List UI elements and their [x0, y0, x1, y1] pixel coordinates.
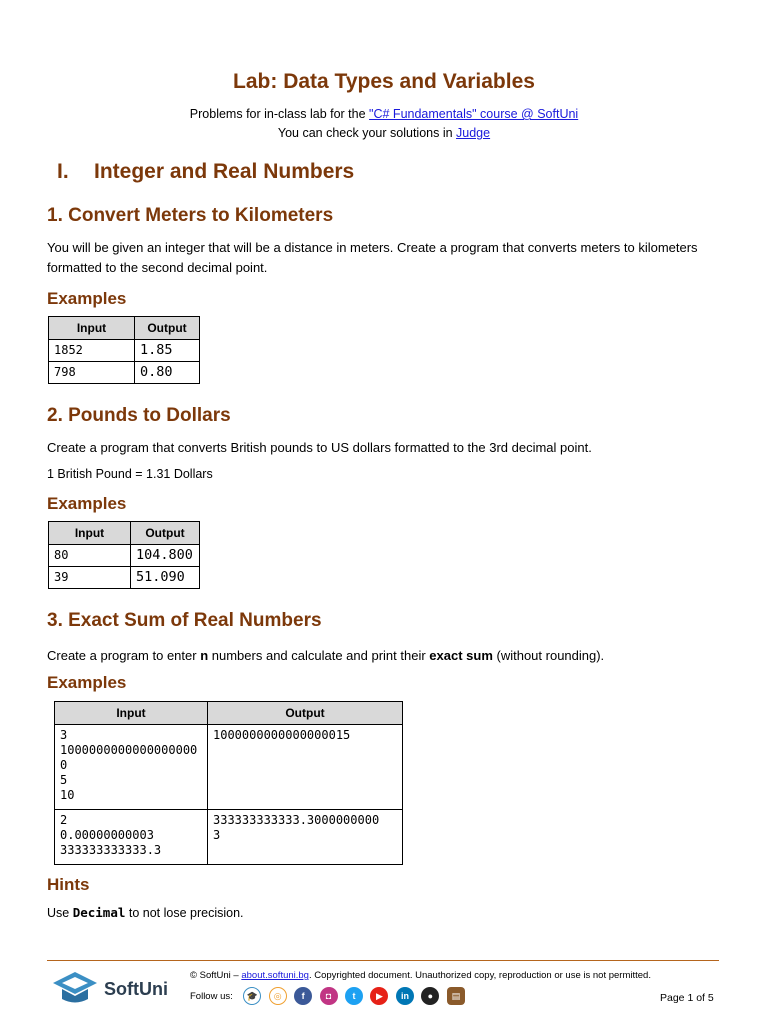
about-link[interactable]: about.softuni.bg: [241, 970, 309, 981]
blog-icon[interactable]: ▤: [447, 987, 465, 1005]
table-cell-output: 0.80: [135, 362, 200, 384]
table-header-output: Output: [135, 317, 200, 340]
table-header-output: Output: [208, 702, 403, 725]
table-row: [49, 567, 200, 589]
table-row: [49, 340, 200, 362]
softuni-foundation-icon[interactable]: ◎: [269, 987, 287, 1005]
follow-label: Follow us:: [190, 990, 233, 1002]
page-title: Lab: Data Types and Variables: [233, 70, 535, 93]
table-header-row: [55, 702, 403, 725]
table-row: [55, 810, 403, 865]
footer-divider: [47, 960, 719, 961]
hint-decimal-keyword: Decimal: [72, 905, 126, 920]
copyright-line: [190, 970, 720, 981]
table-cell-output: 51.090: [131, 567, 200, 589]
table-header-input: Input: [49, 317, 135, 340]
copyright-suffix: . Copyrighted document. Unauthorized copy, reproduction or use is not permitted.: [308, 970, 651, 981]
table-cell-input: 1852: [49, 340, 135, 362]
table-header-input: Input: [49, 522, 131, 545]
problem-1-title: 1. Convert Meters to Kilometers: [47, 205, 334, 226]
table-cell-output: 104.800: [131, 545, 200, 567]
facebook-icon[interactable]: f: [294, 987, 312, 1005]
judge-line: [0, 126, 768, 140]
problem-3-examples-heading: Examples: [47, 673, 127, 692]
judge-link[interactable]: Judge: [456, 126, 491, 140]
table-cell-input: 3 1000000000000000000 0 5 10: [55, 725, 208, 810]
twitter-icon[interactable]: t: [345, 987, 363, 1005]
table-cell-input: 798: [49, 362, 135, 384]
problem-1-examples-heading: Examples: [47, 289, 127, 308]
judge-prefix: You can check your solutions in: [277, 126, 457, 140]
linkedin-icon[interactable]: in: [396, 987, 414, 1005]
page-number: Page 1 of 5: [660, 992, 714, 1004]
problem-3-examples-table: [54, 701, 403, 865]
desc-exact-sum: exact sum: [429, 648, 493, 663]
problem-1-examples-table: [48, 316, 200, 384]
problem-2-title: 2. Pounds to Dollars: [47, 405, 231, 426]
problem-3-description: [47, 646, 604, 666]
subtitle-line: [0, 107, 768, 121]
social-bar: [190, 987, 468, 1005]
table-header-row: [49, 522, 200, 545]
table-header-input: Input: [55, 702, 208, 725]
problem-2-examples-heading: Examples: [47, 494, 127, 513]
problem-2-examples-table: [48, 521, 200, 589]
problem-2-description: Create a program that converts British pounds to US dollars formatted to the 3rd decimal point.: [47, 440, 592, 455]
problem-2-note: 1 British Pound = 1.31 Dollars: [47, 467, 213, 481]
subtitle-prefix: Problems for in-class lab for the: [189, 107, 370, 121]
desc-part: numbers and calculate and print their: [208, 648, 430, 663]
section-title: Integer and Real Numbers: [94, 160, 355, 183]
table-cell-output: 1000000000000000015: [208, 725, 403, 810]
table-cell-output: 333333333333.3000000000 3: [208, 810, 403, 865]
hints-text: [47, 903, 244, 923]
desc-n: n: [200, 648, 209, 663]
logo-text: SoftUni: [104, 979, 168, 999]
hint-part: Use: [47, 906, 73, 920]
table-header-output: Output: [131, 522, 200, 545]
table-cell-input: 2 0.00000000003 333333333333.3: [55, 810, 208, 865]
desc-part: (without rounding).: [492, 648, 605, 663]
course-link[interactable]: "C# Fundamentals" course @ SoftUni: [369, 107, 579, 121]
problem-1-description: You will be given an integer that will be a distance in meters. Create a program that converts meters to kilometers formatted to the second decimal point.: [47, 240, 698, 275]
table-row: [49, 362, 200, 384]
table-cell-input: 80: [49, 545, 131, 567]
table-header-row: [49, 317, 200, 340]
desc-part: Create a program to enter: [47, 648, 201, 663]
graduation-cap-icon: [50, 969, 100, 1007]
hints-heading: Hints: [47, 875, 90, 894]
softuni-logo[interactable]: [50, 969, 174, 1009]
github-icon[interactable]: ●: [421, 987, 439, 1005]
table-cell-output: 1.85: [135, 340, 200, 362]
copyright-prefix: © SoftUni –: [190, 970, 242, 981]
hint-part: to not lose precision.: [125, 906, 244, 920]
table-cell-input: 39: [49, 567, 131, 589]
section-number: I.: [57, 160, 69, 183]
table-row: [49, 545, 200, 567]
problem-3-title: 3. Exact Sum of Real Numbers: [47, 610, 322, 631]
youtube-icon[interactable]: ▶: [370, 987, 388, 1005]
table-row: [55, 725, 403, 810]
softuni-social-icon[interactable]: 🎓: [243, 987, 261, 1005]
instagram-icon[interactable]: ◘: [320, 987, 338, 1005]
